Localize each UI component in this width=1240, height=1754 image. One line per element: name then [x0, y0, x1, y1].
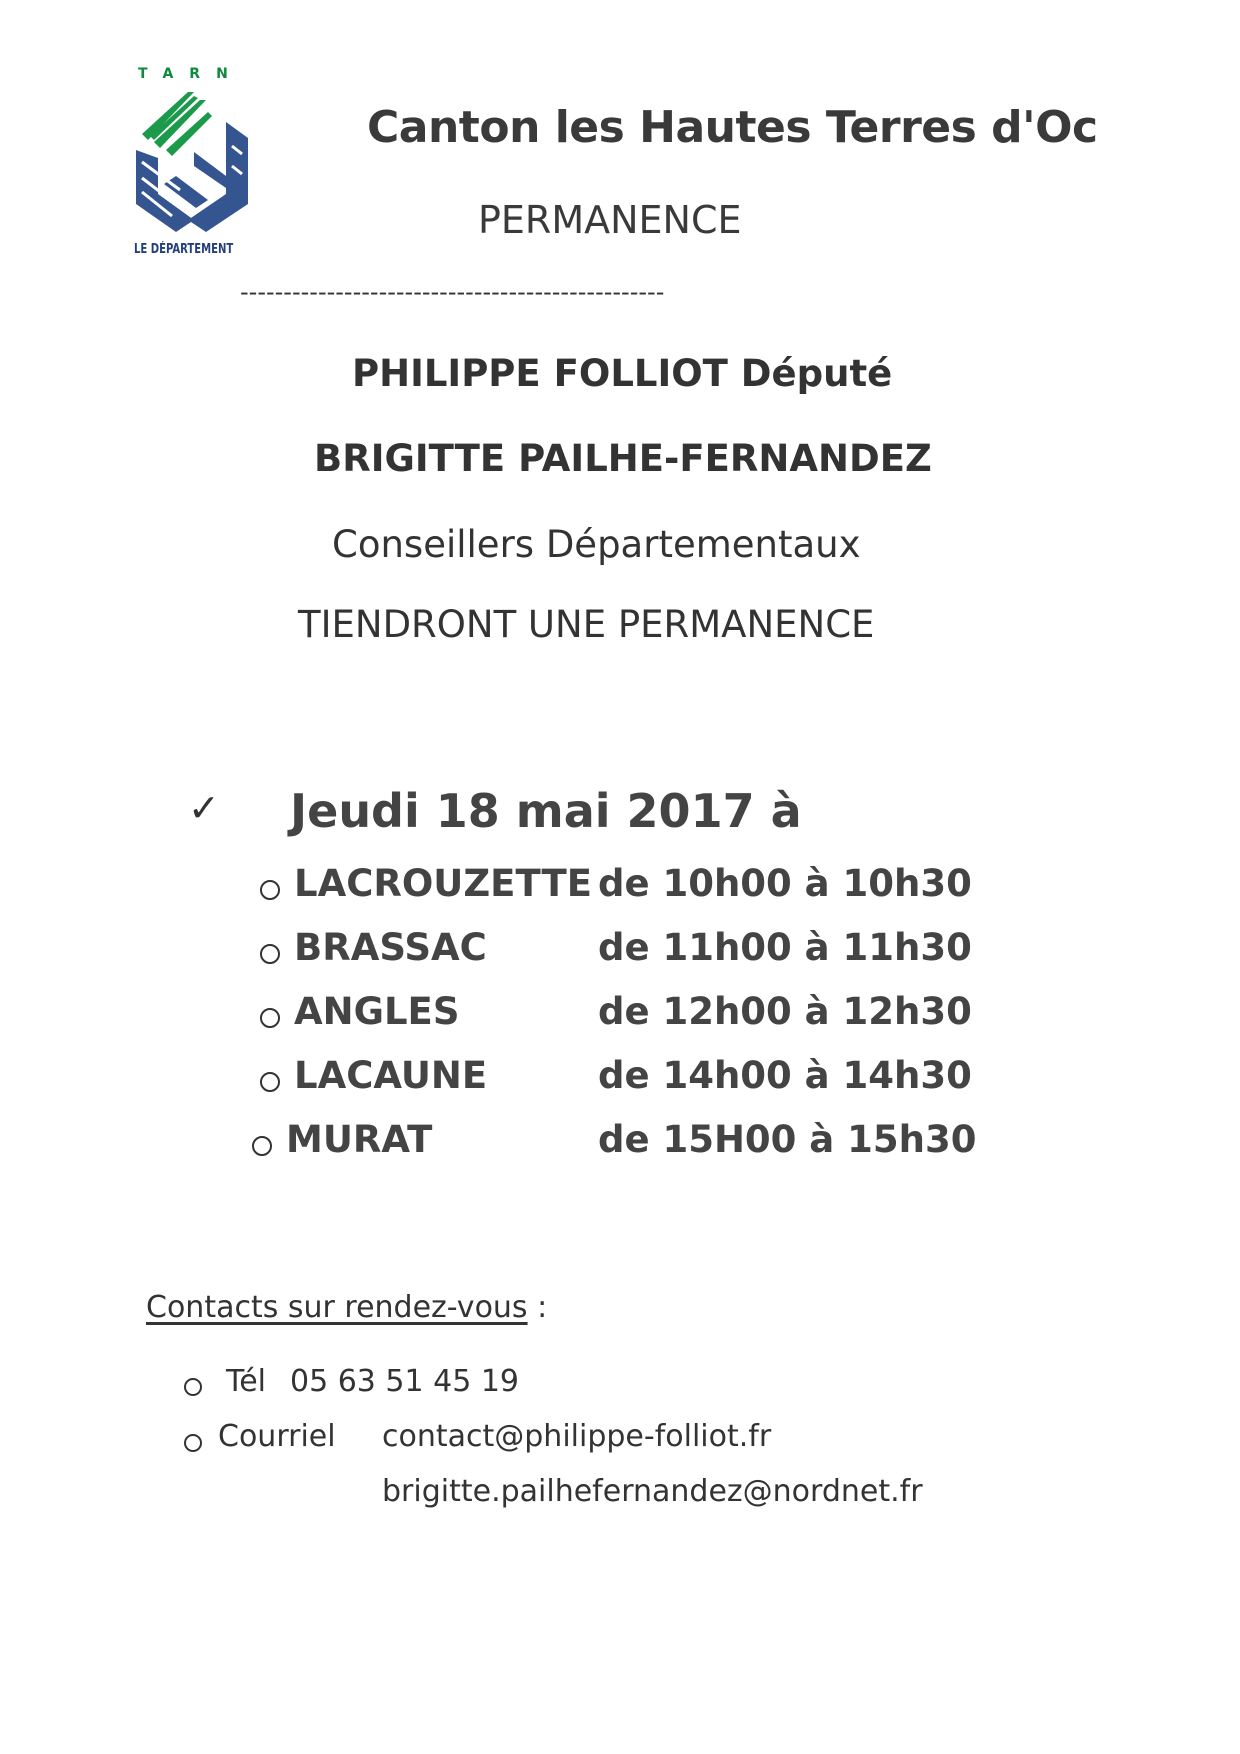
schedule-item	[256, 1054, 996, 1114]
email-link-1[interactable]: contact@philippe-folliot.fr	[382, 1419, 772, 1454]
deputy-name: PHILIPPE FOLLIOT Député	[352, 352, 893, 395]
logo-department-text: LE DÉPARTEMENT	[134, 242, 234, 257]
dashed-separator: -------------------------------------------------	[240, 278, 665, 306]
circle-bullet-icon	[260, 1072, 280, 1092]
circle-bullet-icon	[260, 1008, 280, 1028]
logo-green-stripes	[142, 92, 212, 156]
schedule-item	[256, 926, 996, 986]
phone-number: 05 63 51 45 19	[290, 1364, 520, 1399]
contacts-heading-colon: :	[527, 1290, 548, 1325]
circle-bullet-icon	[184, 1378, 202, 1396]
circle-bullet-icon	[252, 1136, 272, 1156]
check-mark-icon: ✓	[188, 786, 220, 830]
circle-bullet-icon	[260, 944, 280, 964]
tarn-department-logo	[136, 92, 248, 232]
announcement-text: TIENDRONT UNE PERMANENCE	[298, 603, 875, 646]
schedule-date: Jeudi 18 mai 2017 à	[290, 784, 802, 838]
contacts-heading-text: Contacts sur rendez-vous	[146, 1290, 528, 1325]
schedule-time: de 12h00 à 12h30	[598, 990, 972, 1033]
schedule-time: de 15H00 à 15h30	[598, 1118, 977, 1161]
councillor-name: BRIGITTE PAILHE-FERNANDEZ	[314, 437, 932, 480]
schedule-item	[248, 1118, 988, 1178]
schedule-item	[256, 990, 996, 1050]
schedule-time: de 10h00 à 10h30	[598, 862, 972, 905]
schedule-time: de 14h00 à 14h30	[598, 1054, 972, 1097]
email-link-2[interactable]: brigitte.pailhefernandez@nordnet.fr	[382, 1474, 923, 1509]
page-subtitle: PERMANENCE	[478, 198, 742, 242]
schedule-place: LACROUZETTE	[294, 862, 593, 905]
circle-bullet-icon	[260, 880, 280, 900]
logo-tarn-text: TARN	[138, 66, 244, 82]
schedule-place: LACAUNE	[294, 1054, 488, 1097]
phone-label: Tél	[226, 1364, 267, 1399]
circle-bullet-icon	[184, 1434, 202, 1452]
schedule-place: BRASSAC	[294, 926, 487, 969]
schedule-item	[256, 862, 996, 922]
page-title: Canton les Hautes Terres d'Oc	[367, 102, 1098, 153]
schedule-time: de 11h00 à 11h30	[598, 926, 972, 969]
schedule-place: MURAT	[286, 1118, 433, 1161]
email-label: Courriel	[218, 1419, 336, 1454]
role-text: Conseillers Départementaux	[332, 523, 861, 566]
schedule-place: ANGLES	[294, 990, 460, 1033]
contacts-heading	[146, 1290, 547, 1325]
